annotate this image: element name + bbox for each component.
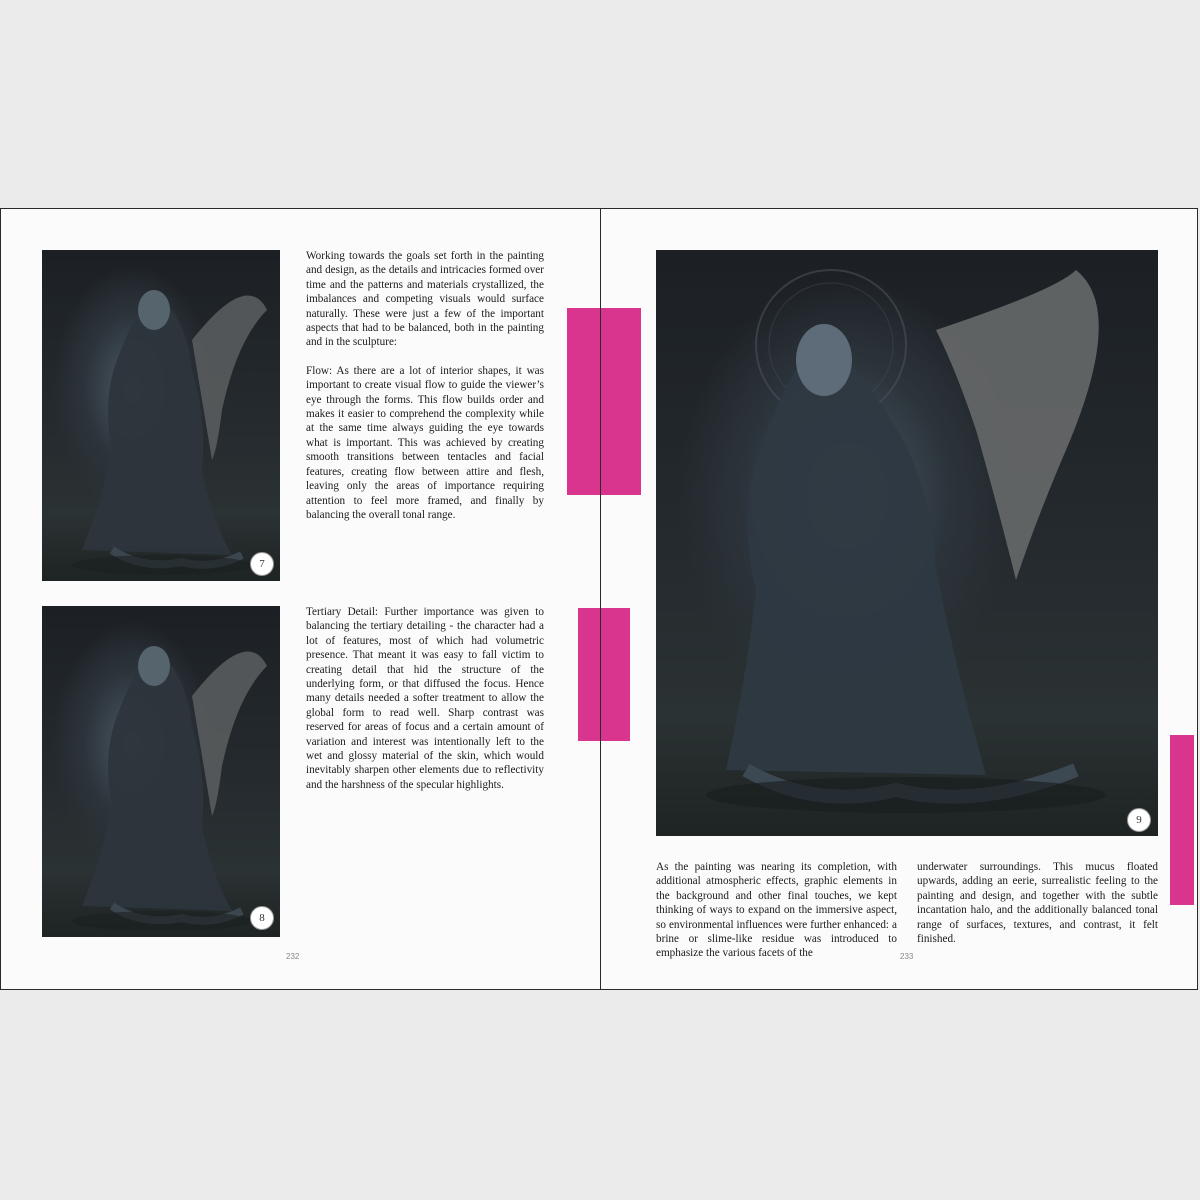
figure-9-sculpture-image	[656, 250, 1158, 836]
page-number-right: 233	[900, 952, 914, 961]
right-text-column-1	[656, 860, 897, 975]
left-text-block-top	[306, 249, 544, 536]
paragraph-tertiary-detail: Tertiary Detail: Further importance was given to balancing the tertiary detailing - the character had a lot of features, most of which had volumetric presence. That meant it was easy to fall victim to creating detail that hid the structure of the underlying form, or that diffused the focus. Hence many details needed a softer treatment to allow the global form to read well. Sharp contrast was reserved for areas of focus and a certain amount of variation and interest was intentionally left to the wet and glossy material of the skin, which would inevitably sharpen other elements due to reflectivity and the harshness of the specular highlights.	[306, 606, 544, 791]
magenta-accent-bar-2	[578, 608, 630, 741]
right-text-column-2	[917, 860, 1158, 960]
figure-9-number-badge: 9	[1127, 808, 1151, 832]
figure-7-sculpture-image	[42, 250, 280, 581]
book-gutter-overlay	[600, 209, 601, 989]
left-text-block-bottom	[306, 605, 544, 806]
paragraph-surroundings: underwater surroundings. This mucus floated upwards, adding an eerie, surrealistic feeling to the painting and design, and together with the subtle incantation halo, and the additionally balanced tonal range of surfaces, textures, and contrast, it felt finished.	[917, 861, 1158, 946]
paragraph-completion: As the painting was nearing its completion, with additional atmospheric effects, graphic elements in the background and other final touches, we kept thinking of ways to expand on the immersive aspect, so environmental influences were further enhanced: a brine or slime-like residue was introduced to emphasize the various facets of the	[656, 861, 897, 960]
paragraph-flow: Flow: As there are a lot of interior shapes, it was important to create visual flow to guide the viewer’s eye through the forms. This flow builds order and makes it easier to comprehend the complexity while at the same time always guiding the eye towards what is important. This was achieved by creating smooth transitions between tentacles and facial features, creating flow between attire and flesh, leaving only the areas of importance requiring attention to feel more framed, and finally by balancing the overall tonal range.	[306, 364, 544, 521]
figure-8-number-badge: 8	[250, 906, 274, 930]
book-spread	[0, 208, 1198, 990]
magenta-accent-bar-1	[567, 308, 641, 495]
figure-7-number-badge: 7	[250, 552, 274, 576]
paragraph-intro: Working towards the goals set forth in the painting and design, as the details and intricacies formed over time and the patterns and materials crystallized, the imbalances and competing visuals would surface naturally. These were just a few of the important aspects that had to be balanced, both in the painting and in the sculpture:	[306, 250, 544, 349]
page-number-left: 232	[286, 952, 300, 961]
magenta-accent-bar-3	[1170, 735, 1194, 905]
figure-8-sculpture-image	[42, 606, 280, 937]
